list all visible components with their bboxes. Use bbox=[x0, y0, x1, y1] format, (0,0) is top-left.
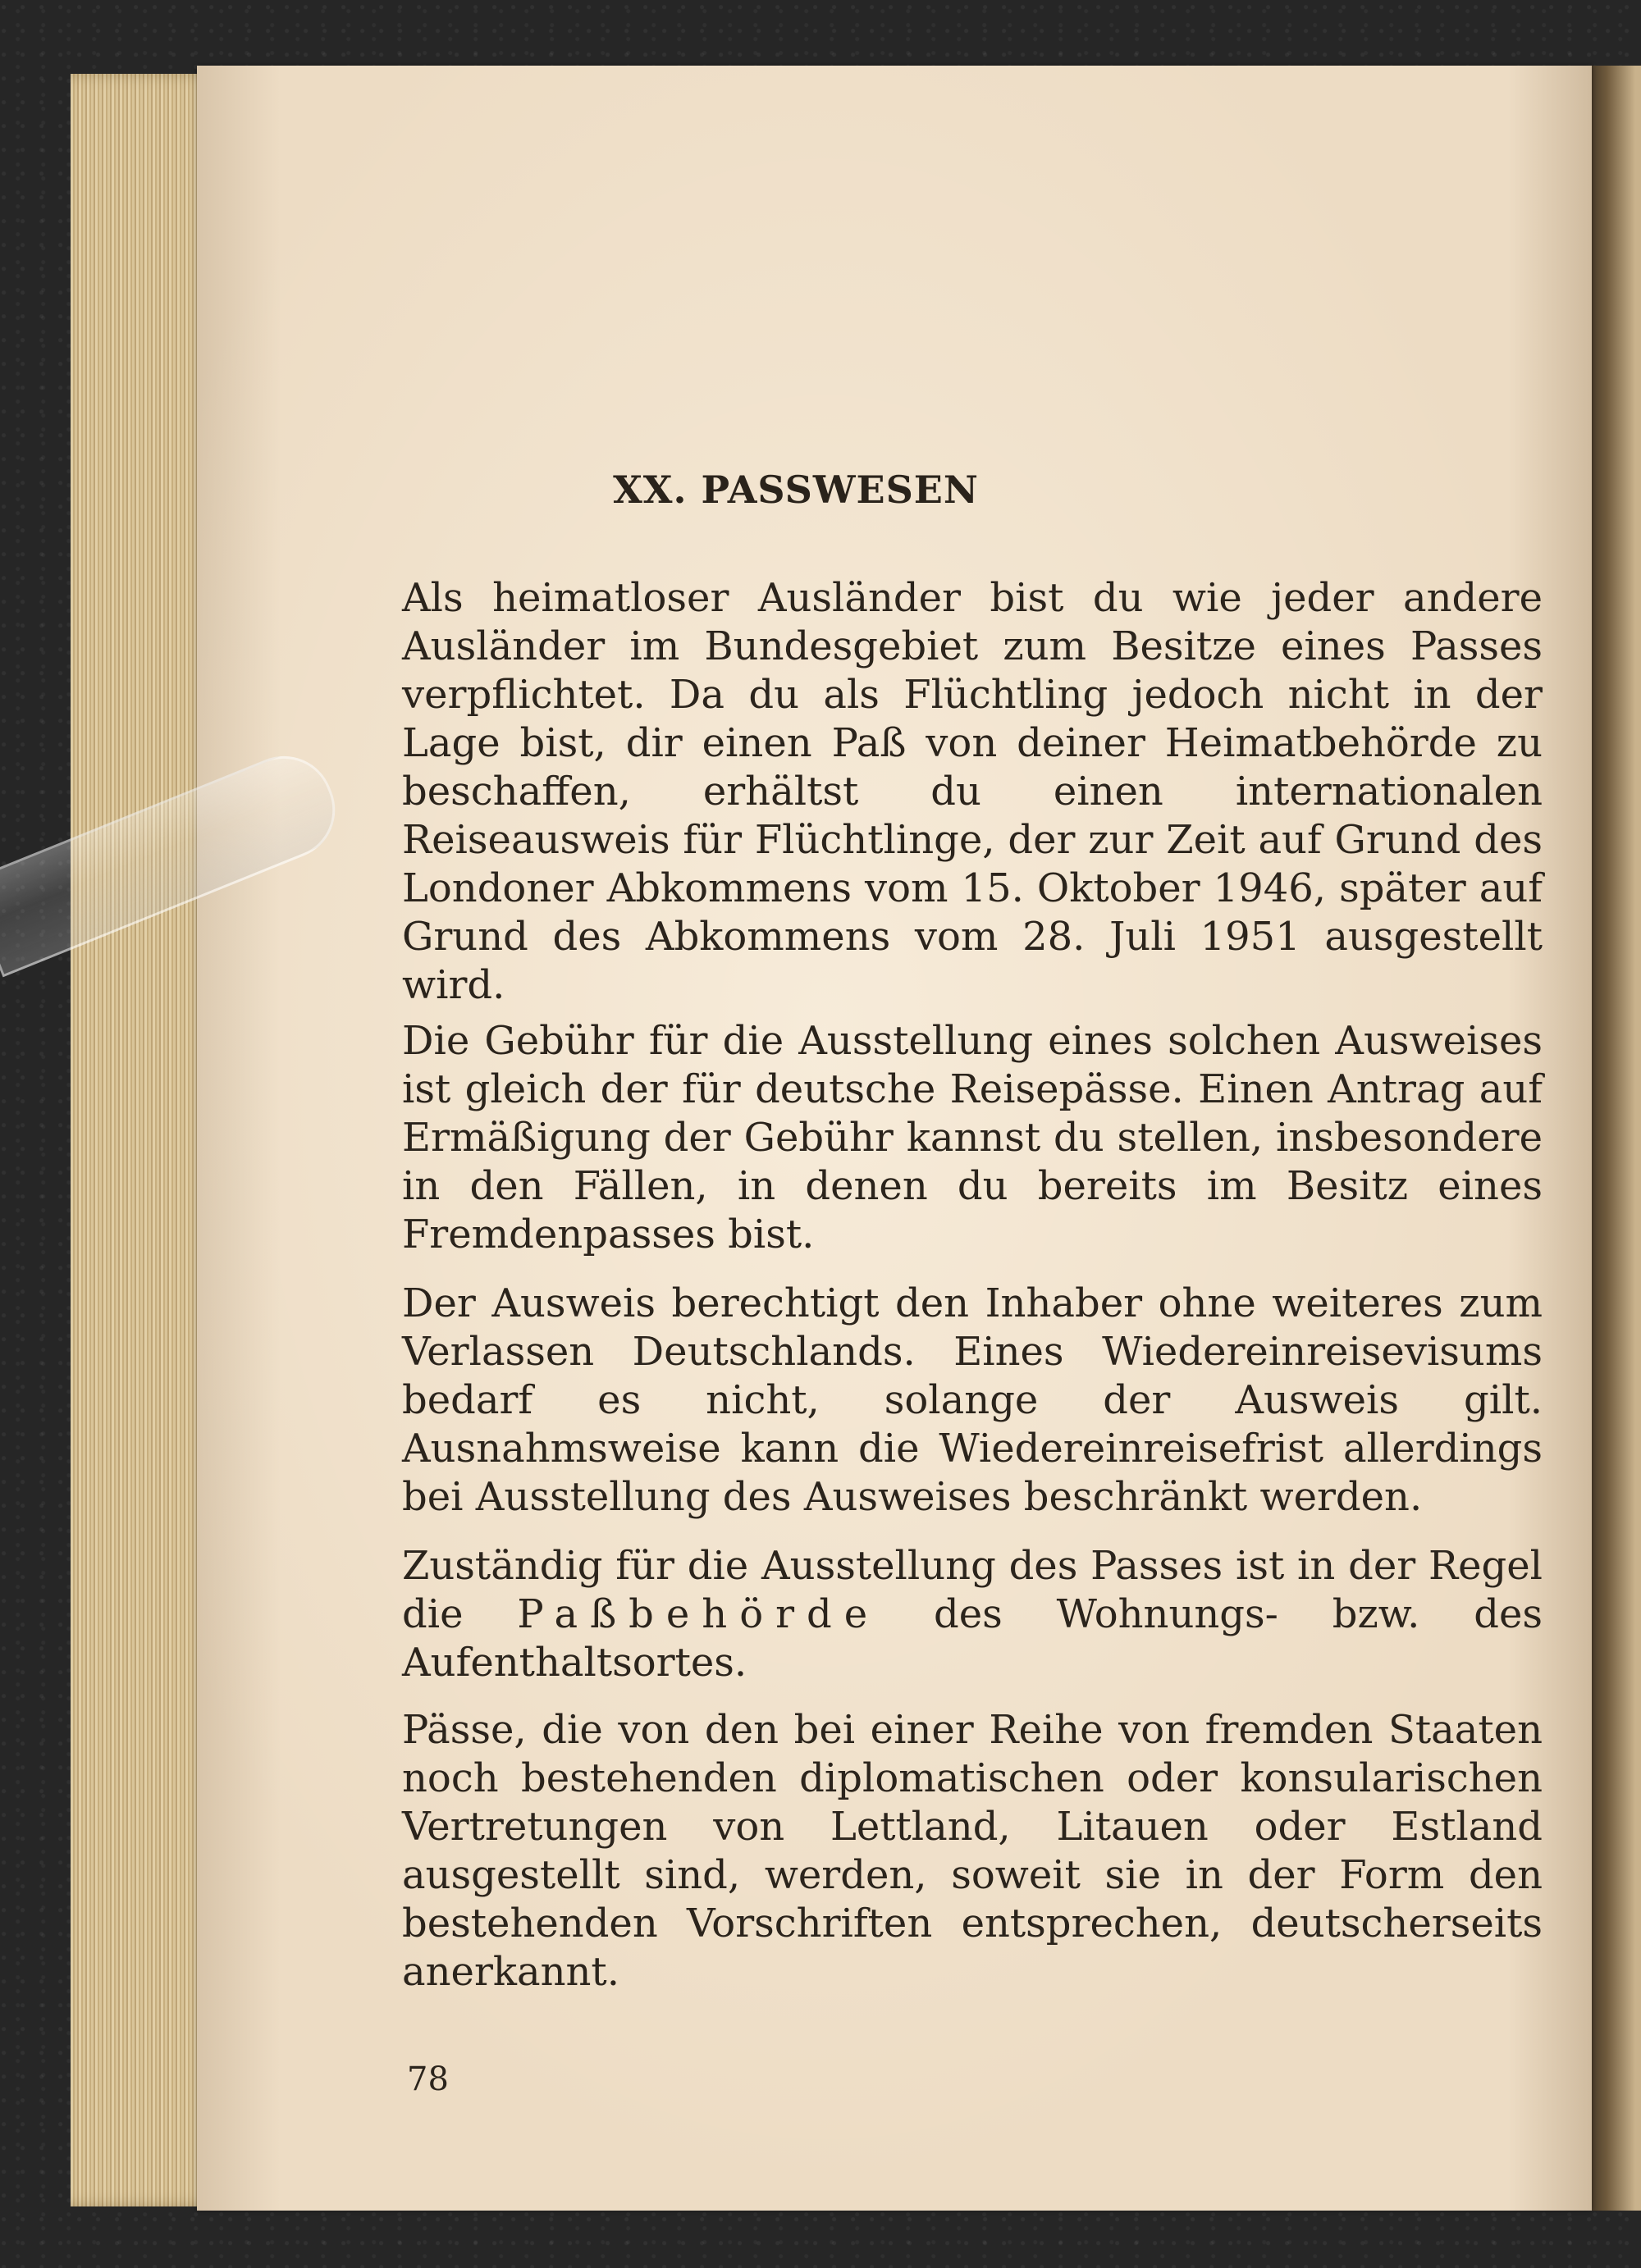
paragraph-4 bbox=[402, 1542, 1543, 1687]
paragraph-4-start: Zuständig für die Ausstellung des Passes ist in der Regel die bbox=[402, 1543, 1543, 1637]
paragraph-1: Als heimatloser Ausländer bist du wie jeder andere Ausländer im Bundesgebiet zum Besitze eines Passes verpflichtet. Da du als Flüchtling jedoch nicht in der Lage bist, dir einen Paß von deiner Heimatbehörde zu beschaffen, erhältst du einen internationalen Reiseausweis für Flüchtlinge, der zur Zeit auf Grund des Londoner Abkommens vom 15. Oktober 1946, später auf Grund des Abkommens vom 28. Juli 1951 ausgestellt wird. bbox=[402, 575, 1543, 1008]
page-number: 78 bbox=[407, 2060, 449, 2098]
paragraph-2: Die Gebühr für die Ausstellung eines solchen Ausweises ist gleich der für deutsche Reisepässe. Einen Antrag auf Ermäßigung der Gebühr kannst du stellen, insbesondere in den Fällen, in denen du bereits im Besitz eines Fremdenpasses bist. bbox=[402, 1018, 1543, 1257]
book-gutter bbox=[1584, 66, 1641, 2211]
chapter-title: XX. PASSWESEN bbox=[613, 468, 979, 512]
paragraph-3: Der Ausweis berechtigt den Inhaber ohne weiteres zum Verlassen Deutschlands. Eines Wiedereinreisevisums bedarf es nicht, solange der Ausweis gilt. Ausnahmsweise kann die Wiedereinreisefrist allerdings bei Ausstellung des Ausweises beschränkt werden. bbox=[402, 1280, 1543, 1520]
paragraph-4-end: des Wohnungs- bzw. des Aufenthaltsortes. bbox=[402, 1591, 1543, 1686]
paragraph-5: Pässe, die von den bei einer Reihe von fremden Staaten noch bestehenden diplomatischen oder konsularischen Vertretungen von Lettland, Litauen oder Estland ausgestellt sind, werden, soweit sie in der Form den bestehenden Vorschriften entsprechen, deutscherseits anerkannt. bbox=[402, 1707, 1543, 1995]
emphasized-term: Paßbehörde bbox=[517, 1591, 880, 1637]
